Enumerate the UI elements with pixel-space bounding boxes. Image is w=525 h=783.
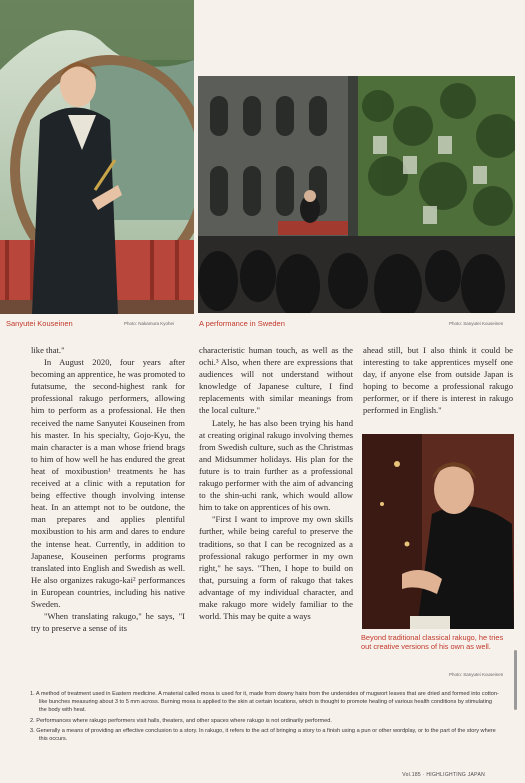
article-paragraph: Lately, he has also been trying his hand at creating original rakugo involving themes from Swedish culture, such as the Christmas and Midsummer holidays. His plan for the future is to train further as a professional rakugo performer with the aim of advancing to the shin-uchi rank, which would allow him to take on apprentices of his own. [199, 417, 353, 513]
portrait-image [0, 0, 194, 314]
closeup-image [362, 434, 514, 629]
performer-closeup-photo [362, 434, 514, 629]
article-column-1 [31, 344, 185, 634]
page-footer: Vol.185 · HIGHLIGHTING JAPAN [402, 772, 485, 778]
performance-credit: Photo: Sanyutei Kouseinen [449, 321, 504, 326]
footnotes [30, 690, 500, 745]
footnote: 3. Generally a means of providing an effective conclusion to a story. In rakugo, it refers to the act of bringing a story to a finish using a pun or other wordplay, or to the part of the story where this occurs. [30, 727, 496, 743]
footnote: 2. Performances where rakugo performers visit halls, theaters, and other spaces where rakugo is not ordinarily performed. [30, 717, 332, 724]
portrait-photo [0, 0, 194, 314]
portrait-credit: Photo: Nakamura Kyohei [124, 321, 175, 326]
portrait-caption: Sanyutei Kouseinen [6, 319, 73, 328]
performance-photo [198, 76, 515, 313]
article-paragraph: "First I want to improve my own skills further, while being careful to preserve the traditions, so that I can be recognized as a professional rakugo performer in my own right," he says. "Then, I hope to build on that, pursuing a form of rakugo that takes advantage of my individual character, and make rakugo more widely familiar to the world. This may be quite a ways [199, 514, 353, 622]
footnote: 1. A method of treatment used in Eastern medicine. A material called moxa is used for it, made from downy hairs from the undersides of mugwort leaves that are dried and formed into cotton-like bunches measuring about 3 to 5 mm across. Burning moxa is applied to the skin at certain locations, which is thought to promote healing of various health conditions by stimulating the body with heat. [30, 691, 499, 714]
closeup-credit: Photo: Sanyutei Kouseinen [449, 672, 504, 677]
article-paragraph: like that." [31, 345, 65, 355]
article-paragraph: In August 2020, four years after becoming an apprentice, he was promoted to futatsume, the second-highest rank for professional rakugo performers, allowing him to perform as a professional. He then received the name Sanyutei Kouseinen from his master. In his specialty, Gojo-Kyu, the main character is a man whose friend brags to him of how well he has endured the great heat of moxibustion¹ treatments he has received at a clinic with a reputation for being effective though involving intense heat. In an attempt not to be outdone, the man prepares and applies plentiful moxibustion to his arm and dares to endure the intense heat. Currently, in addition to Japanese, Kouseinen performs programs translated into English and Swedish as well. He also organizes rakugo-kai² performances in European countries, including his native Sweden. [31, 357, 185, 609]
article-column-3 [363, 344, 513, 417]
scrollbar[interactable] [514, 650, 517, 710]
performance-caption: A performance in Sweden [199, 319, 285, 328]
article-paragraph: ahead still, but I also think it could be interesting to take apprentices myself one day, if anyone else from outside Japan is hoping to become a professional rakugo performer, or if there is interest in rakugo performed in English." [363, 345, 513, 416]
performance-image [198, 76, 515, 313]
closeup-caption: Beyond traditional classical rakugo, he tries out creative versions of his own as well. [361, 633, 504, 652]
article-column-2 [199, 344, 353, 622]
article-paragraph: "When translating rakugo," he says, "I try to preserve a sense of its [31, 611, 185, 634]
article-paragraph: characteristic human touch, as well as the ochi.³ Also, when there are expressions that audiences will not understand without knowledge of Japanese culture, I find replacements with similar meanings from the local culture." [199, 345, 353, 416]
